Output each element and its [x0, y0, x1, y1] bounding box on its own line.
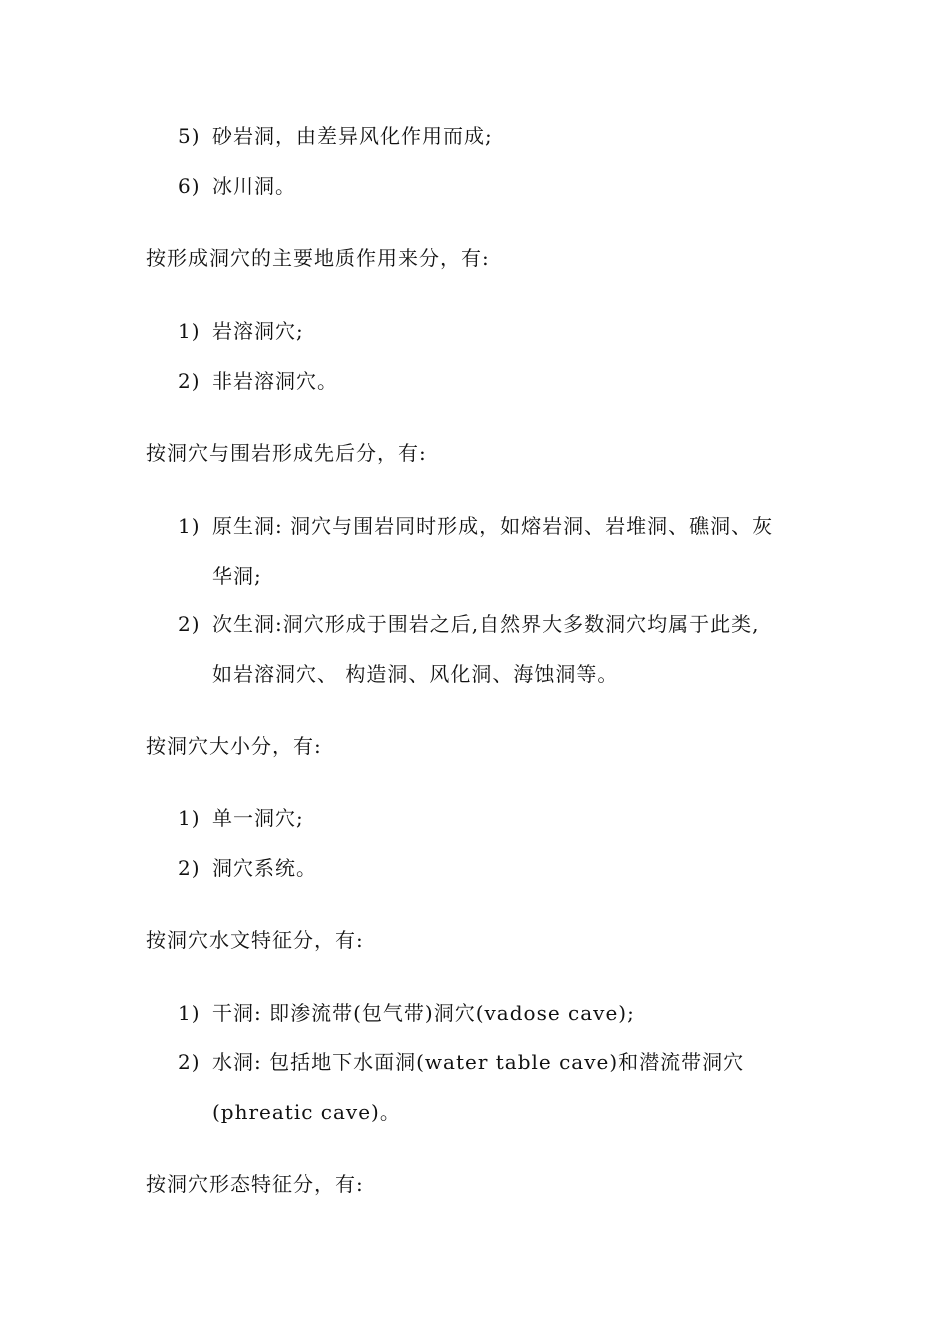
- list-item: [178, 369, 338, 393]
- list-item: [178, 1001, 635, 1025]
- item-number: 2): [178, 856, 201, 880]
- section-heading: 按形成洞穴的主要地质作用来分，有:: [146, 246, 490, 270]
- list-item: [178, 612, 759, 636]
- item-text: 单一洞穴;: [212, 806, 304, 830]
- item-continuation: 如岩溶洞穴、 构造洞、风化洞、海蚀洞等。: [212, 662, 619, 686]
- list-item: [178, 514, 773, 538]
- list-item: [178, 174, 296, 198]
- item-number: 2): [178, 612, 201, 636]
- section-heading: 按洞穴与围岩形成先后分，有:: [146, 441, 427, 465]
- list-item: [178, 1050, 744, 1074]
- section-heading: 按洞穴大小分，有:: [146, 734, 322, 758]
- item-continuation: (phreatic cave)。: [212, 1100, 401, 1124]
- item-number: 1): [178, 514, 201, 538]
- item-number: 2): [178, 1050, 201, 1074]
- list-item: [178, 806, 304, 830]
- item-number: 2): [178, 369, 201, 393]
- item-text: 岩溶洞穴;: [212, 319, 304, 343]
- list-item: [178, 319, 304, 343]
- item-text: 干洞: 即渗流带(包气带)洞穴(vadose cave);: [212, 1001, 635, 1025]
- item-number: 5): [178, 124, 201, 148]
- item-text: 非岩溶洞穴。: [212, 369, 338, 393]
- item-text: 原生洞: 洞穴与围岩同时形成，如熔岩洞、岩堆洞、礁洞、灰: [212, 514, 774, 538]
- section-heading: 按洞穴水文特征分，有:: [146, 928, 364, 952]
- item-number: 1): [178, 806, 201, 830]
- item-number: 1): [178, 319, 201, 343]
- section-heading: 按洞穴形态特征分，有:: [146, 1172, 364, 1196]
- item-text: 次生洞:洞穴形成于围岩之后,自然界大多数洞穴均属于此类,: [212, 612, 760, 636]
- item-number: 1): [178, 1001, 201, 1025]
- item-text: 砂岩洞，由差异风化作用而成;: [212, 124, 493, 148]
- item-text: 冰川洞。: [212, 174, 296, 198]
- item-text: 洞穴系统。: [212, 856, 317, 880]
- list-item: [178, 124, 493, 148]
- item-number: 6): [178, 174, 201, 198]
- item-continuation: 华洞;: [212, 564, 262, 588]
- list-item: [178, 856, 317, 880]
- item-text: 水洞: 包括地下水面洞(water table cave)和潜流带洞穴: [212, 1050, 745, 1074]
